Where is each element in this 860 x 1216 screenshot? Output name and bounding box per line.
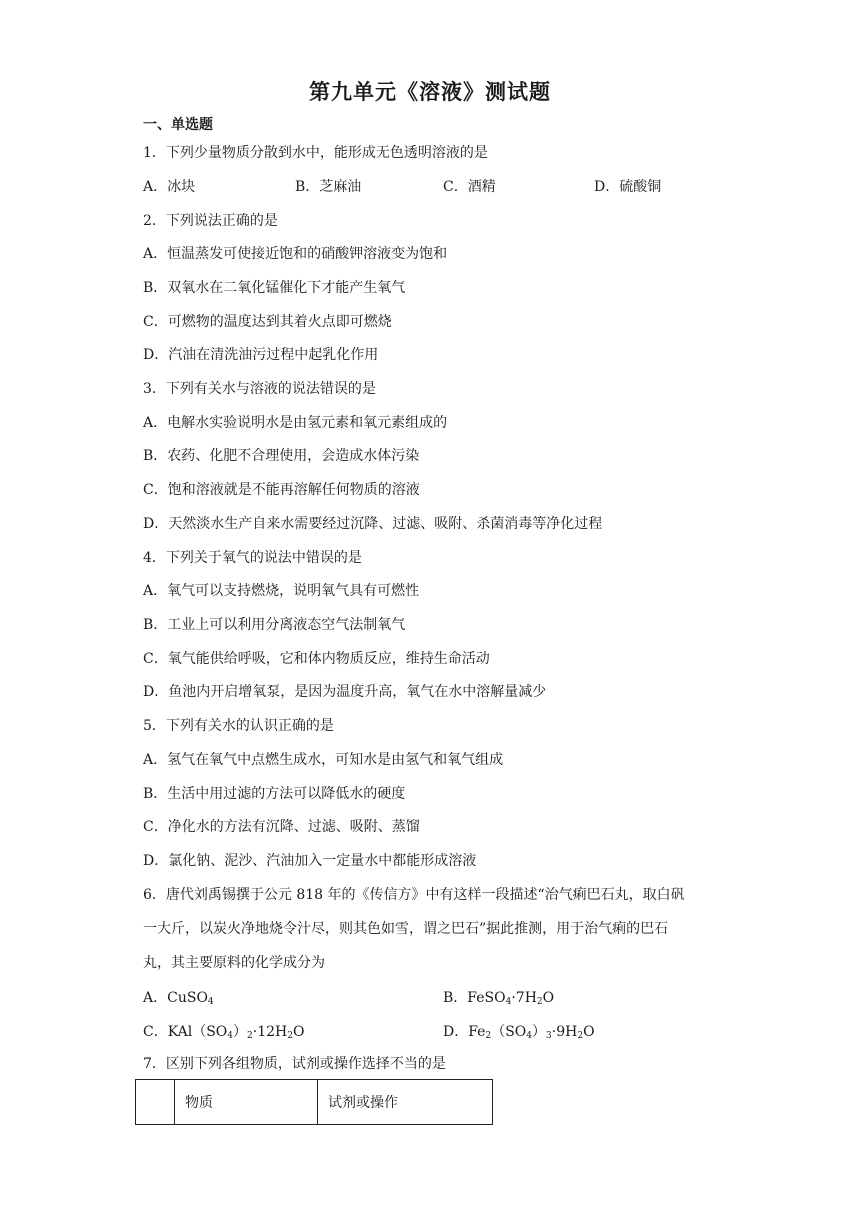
q5-option-b: B．生活中用过滤的方法可以降低水的硬度 bbox=[143, 786, 406, 802]
q1-option-a: A．冰块 bbox=[143, 179, 196, 195]
q3-option-d: D．天然淡水生产自来水需要经过沉降、过滤、吸附、杀菌消毒等净化过程 bbox=[143, 516, 603, 532]
section-heading: 一、单选题 bbox=[143, 117, 213, 133]
q4-option-c: C．氧气能供给呼吸，它和体内物质反应，维持生命活动 bbox=[143, 651, 490, 667]
table-header-cell bbox=[136, 1080, 175, 1125]
question-5-stem: 5．下列有关水的认识正确的是 bbox=[143, 718, 334, 734]
q6-option-c: C．$KAl(SO_4)_2\cdot 12H_2O$ bbox=[143, 1024, 305, 1041]
question-6-stem-line-1: 6．唐代刘禹锡撰于公元 818 年的《传信方》中有这样一段描述“治气痢巴石丸，取白矾 bbox=[143, 887, 685, 903]
table-header-cell: 试剂或操作 bbox=[318, 1080, 493, 1125]
q2-option-b: B．双氧水在二氧化锰催化下才能产生氧气 bbox=[143, 280, 406, 296]
q5-option-a: A．氢气在氧气中点燃生成水，可知水是由氢气和氧气组成 bbox=[143, 752, 504, 768]
q3-option-b: B．农药、化肥不合理使用，会造成水体污染 bbox=[143, 448, 420, 464]
q4-option-d: D．鱼池内开启增氧泵，是因为温度升高，氧气在水中溶解量减少 bbox=[143, 684, 547, 700]
q3-option-a: A．电解水实验说明水是由氢元素和氧元素组成的 bbox=[143, 415, 448, 431]
table-row bbox=[136, 1080, 493, 1125]
question-6-stem-line-2: 一大斤，以炭火净地烧令汁尽，则其色如雪，谓之巴石”据此推测，用于治气痢的巴石 bbox=[143, 921, 669, 937]
question-2-stem: 2．下列说法正确的是 bbox=[143, 213, 278, 229]
q5-option-d: D．氯化钠、泥沙、汽油加入一定量水中都能形成溶液 bbox=[143, 853, 477, 869]
question-3-stem: 3．下列有关水与溶液的说法错误的是 bbox=[143, 381, 376, 397]
table-header-cell: 物质 bbox=[175, 1080, 318, 1125]
q4-option-a: A．氧气可以支持燃烧，说明氧气具有可燃性 bbox=[143, 583, 420, 599]
q4-option-b: B．工业上可以利用分离液态空气法制氧气 bbox=[143, 617, 406, 633]
q1-option-d: D．硫酸铜 bbox=[594, 179, 662, 195]
page-title: 第九单元《溶液》测试题 bbox=[309, 80, 551, 104]
q6-option-d: D．$Fe_2(SO_4)_3\cdot 9H_2O$ bbox=[443, 1024, 595, 1041]
q5-option-c: C．净化水的方法有沉降、过滤、吸附、蒸馏 bbox=[143, 819, 420, 835]
question-1-stem: 1．下列少量物质分散到水中，能形成无色透明溶液的是 bbox=[143, 145, 488, 161]
question-6-stem-line-3: 丸，其主要原料的化学成分为 bbox=[143, 955, 325, 971]
question-7-stem: 7．区别下列各组物质，试剂或操作选择不当的是 bbox=[143, 1056, 446, 1072]
question-4-stem: 4．下列关于氧气的说法中错误的是 bbox=[143, 550, 362, 566]
q2-option-d: D．汽油在清洗油污过程中起乳化作用 bbox=[143, 347, 379, 363]
question-7-table bbox=[135, 1079, 493, 1125]
q2-option-a: A．恒温蒸发可使接近饱和的硝酸钾溶液变为饱和 bbox=[143, 246, 448, 262]
q1-option-c: C．酒精 bbox=[443, 179, 496, 195]
q6-option-a: A．CuSO$_4$ bbox=[143, 990, 214, 1007]
q2-option-c: C．可燃物的温度达到其着火点即可燃烧 bbox=[143, 314, 392, 330]
q1-option-b: B．芝麻油 bbox=[295, 179, 362, 195]
q3-option-c: C．饱和溶液就是不能再溶解任何物质的溶液 bbox=[143, 482, 420, 498]
q6-option-b: B．$FeSO_4\cdot 7H_2O$ bbox=[443, 990, 555, 1007]
